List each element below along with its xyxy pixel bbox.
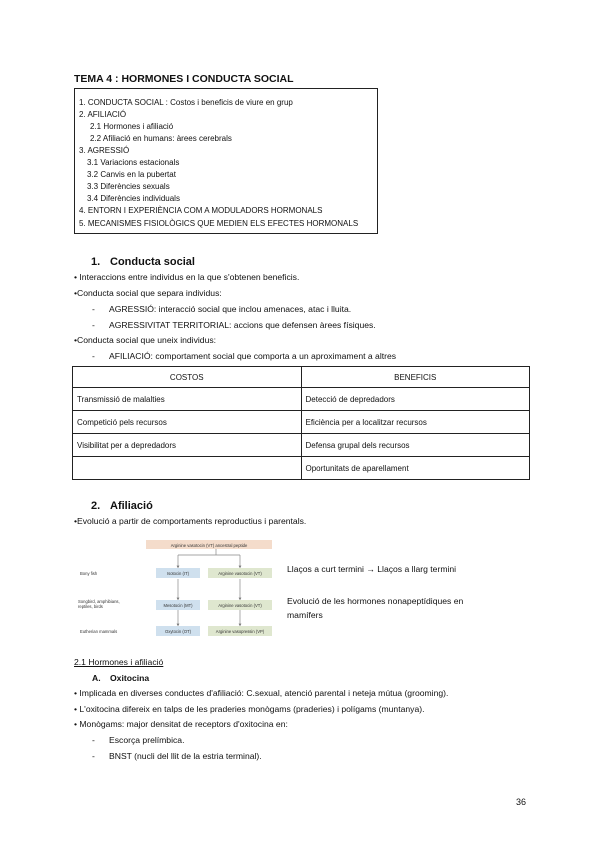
section-1-heading: Conducta social xyxy=(110,256,195,268)
body-line: • Interaccions entre individus en la que s'obtenen beneficis. xyxy=(74,272,300,282)
body-line: •Conducta social que uneix individus: xyxy=(74,335,217,345)
column-header: BENEFICIS xyxy=(301,367,530,388)
body-line: • Implicada en diverses conductes d'afiliació: C.sexual, atenció parental i neteja mútua (grooming). xyxy=(74,688,449,698)
table-cell: Competició pels recursos xyxy=(73,411,302,434)
body-line: AFILIACIÓ: comportament social que comporta a un aproximament a altres xyxy=(109,351,397,361)
body-line: AGRESSIVITAT TERRITORIAL: accions que defensen àrees físiques. xyxy=(109,320,376,330)
toc-item: 4. ENTORN I EXPERIÈNCIA COM A MODULADORS HORMONALS xyxy=(79,206,323,215)
page-title: TEMA 4 : HORMONES I CONDUCTA SOCIAL xyxy=(74,73,294,85)
dash-bullet: - xyxy=(92,351,95,361)
figure-note: Llaços a curt termini → Llaços a llarg termini xyxy=(287,564,457,574)
figure-note: Evolució de les hormones nonapeptídiques en xyxy=(287,596,464,606)
body-line: BNST (nucli del llit de la estria terminal). xyxy=(109,751,262,761)
page-number: 36 xyxy=(515,797,526,807)
figure-row-label: Eutherian mammals xyxy=(80,629,118,634)
toc-item: 3.4 Diferències individuals xyxy=(87,194,180,203)
figure-row-label: Songbird, amphibians, reptiles, birds xyxy=(78,599,120,609)
toc-item: 3.2 Canvis en la pubertat xyxy=(87,170,176,179)
table-cell: Eficiència per a localitzar recursos xyxy=(301,411,530,434)
toc-item: 5. MECANISMES FISIOLÒGICS QUE MEDIEN ELS EFECTES HORMONALS xyxy=(79,219,359,228)
body-line: • L'oxitocina difereix en talps de les praderies monògams (praderies) i polígams (muntanya). xyxy=(74,704,425,714)
figure-label: Arginine vasotocin (VT) xyxy=(218,603,262,608)
table-row xyxy=(73,457,530,480)
toc-item: 2.1 Hormones i afiliació xyxy=(90,122,174,131)
figure-label: Arginine vasotocin (VT) xyxy=(218,571,262,576)
table-of-contents xyxy=(74,88,378,234)
figure-label: Oxytocin (OT) xyxy=(164,629,192,634)
costs-benefits-table xyxy=(72,366,530,480)
body-line: Escorça prelímbica. xyxy=(109,735,185,745)
table-row xyxy=(73,411,530,434)
table-cell: Defensa grupal dels recursos xyxy=(301,434,530,457)
subsection-heading: 2.1 Hormones i afiliació xyxy=(74,657,164,667)
section-1-number: 1. xyxy=(91,256,101,268)
sub-heading: Oxitocina xyxy=(110,673,150,683)
table-header-row xyxy=(73,367,530,388)
section-2-number: 2. xyxy=(91,500,101,512)
column-header: COSTOS xyxy=(73,367,302,388)
figure-row-label: Bony fish xyxy=(80,571,98,576)
table-cell: Visibilitat per a depredadors xyxy=(73,434,302,457)
toc-item: 1. CONDUCTA SOCIAL : Costos i beneficis de viure en grup xyxy=(79,98,293,107)
evolution-figure xyxy=(78,537,278,641)
body-line: •Evolució a partir de comportaments reproductius i parentals. xyxy=(74,516,307,526)
table-row xyxy=(73,434,530,457)
table-cell: Oportunitats de aparellament xyxy=(301,457,530,480)
figure-row-label-wrap xyxy=(78,599,130,617)
body-line: • Monògams: major densitat de receptors d'oxitocina en: xyxy=(74,719,288,729)
table-cell xyxy=(73,457,302,480)
figure-label: Arginine vasopressin (VP) xyxy=(215,629,265,634)
figure-label: Isotocin (IT) xyxy=(166,571,190,576)
dash-bullet: - xyxy=(92,320,95,330)
sub-letter: A. xyxy=(92,673,101,683)
dash-bullet: - xyxy=(92,751,95,761)
toc-item: 2. AFILIACIÓ xyxy=(79,110,127,119)
toc-item: 3.1 Variacions estacionals xyxy=(87,158,180,167)
body-line: AGRESSIÓ: interacció social que inclou amenaces, atac i lluita. xyxy=(109,304,352,314)
toc-item: 3. AGRESSIÓ xyxy=(79,146,130,155)
table-row xyxy=(73,388,530,411)
table-cell: Transmissió de malalties xyxy=(73,388,302,411)
figure-label: Arginine vasotocin (VT) ancestral peptide xyxy=(170,543,248,548)
dash-bullet: - xyxy=(92,304,95,314)
dash-bullet: - xyxy=(92,735,95,745)
table-cell: Detecció de depredadors xyxy=(301,388,530,411)
toc-item: 2.2 Afiliació en humans: àrees cerebrals xyxy=(90,134,232,143)
toc-item: 3.3 Diferències sexuals xyxy=(87,182,170,191)
figure-label: Mesotocin (MT) xyxy=(163,603,193,608)
figure-note: mamífers xyxy=(287,610,323,620)
section-2-heading: Afiliació xyxy=(110,500,153,512)
body-line: •Conducta social que separa individus: xyxy=(74,288,222,298)
